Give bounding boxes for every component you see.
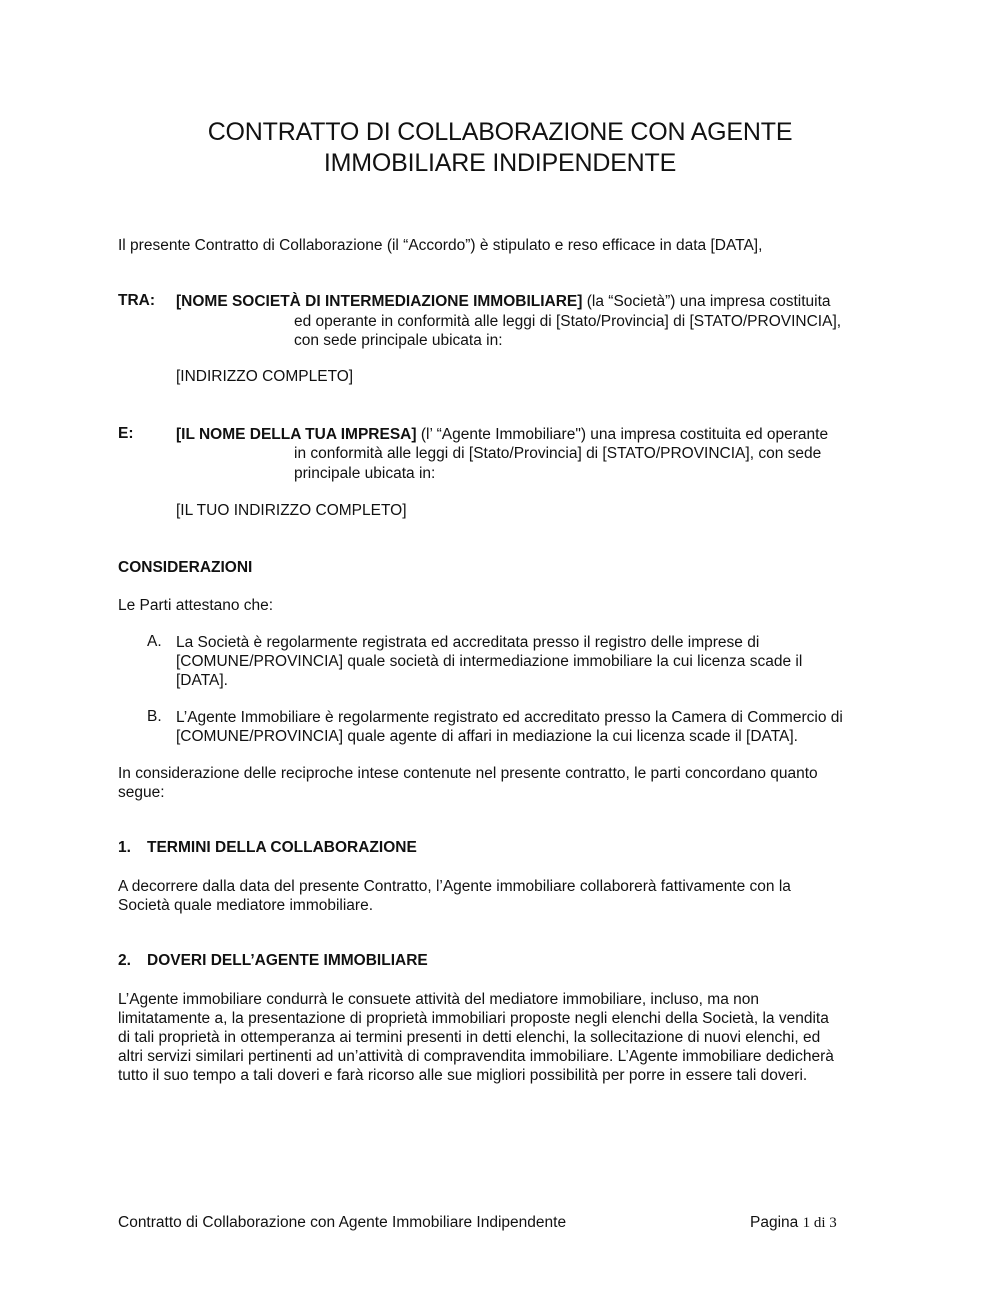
section1-line1: A decorrere dalla data del presente Contratto, l’Agente immobiliare collaborerà fattivamente con la [118, 878, 791, 895]
considerations-heading: CONSIDERAZIONI [118, 559, 253, 576]
party1-name: [NOME SOCIETÀ DI INTERMEDIAZIONE IMMOBILIARE] [176, 293, 583, 310]
party2-label: E: [118, 425, 134, 442]
section1-number: 1. [118, 839, 131, 856]
consideration-b-letter: B. [147, 708, 162, 725]
intro-paragraph: Il presente Contratto di Collaborazione (il “Accordo”) è stipulato e reso efficace in data [DATA], [118, 237, 763, 254]
footer-document-title: Contratto di Collaborazione con Agente Immobiliare Indipendente [118, 1214, 567, 1231]
considerations-closing-line1: In considerazione delle reciproche intese contenute nel presente contratto, le parti concordano quanto [118, 765, 818, 782]
party1-address: [INDIRIZZO COMPLETO] [176, 368, 354, 385]
party1-desc-line2: ed operante in conformità alle leggi di [Stato/Provincia] di [STATO/PROVINCIA], [294, 313, 842, 330]
consideration-b-line2: [COMUNE/PROVINCIA] quale agente di affari in mediazione la cui licenza scade il [DATA]. [176, 728, 798, 745]
party2-address: [IL TUO INDIRIZZO COMPLETO] [176, 502, 407, 519]
party2-desc-line3: principale ubicata in: [294, 465, 436, 482]
consideration-a-letter: A. [147, 633, 162, 650]
footer-page-label: Pagina [750, 1214, 799, 1231]
party2-desc-first: (l’ “Agente Immobiliare") una impresa costituita ed operante [416, 426, 829, 443]
section2-line5: tutto il suo tempo a tali doveri e farà ricorso alle sue migliori possibilità per porre in essere tali doveri. [118, 1067, 808, 1084]
consideration-a-line1: La Società è regolarmente registrata ed accreditata presso il registro delle imprese di [176, 634, 760, 651]
section2-line2: limitatamente a, la presentazione di proprietà immobiliari proposte negli elenchi della Società, la vendita [118, 1010, 829, 1027]
considerations-lead: Le Parti attestano che: [118, 597, 274, 614]
section2-line1: L’Agente immobiliare condurrà le consuete attività del mediatore immobiliare, incluso, ma non [118, 991, 759, 1008]
document-title-line-2: IMMOBILIARE INDIPENDENTE [323, 149, 677, 177]
footer-page-indicator [750, 1214, 837, 1232]
section2-line4: altri servizi similari pertinenti ad un’attività di compravendita immobiliare. L’Agente immobiliare dedicherà [118, 1048, 834, 1065]
party2-desc-line2: in conformità alle leggi di [Stato/Provincia] di [STATO/PROVINCIA], con sede [294, 445, 822, 462]
consideration-b-line1: L’Agente Immobiliare è regolarmente registrato ed accreditato presso la Camera di Commercio di [176, 709, 843, 726]
party1-desc-first: (la “Società”) una impresa costituita [582, 293, 831, 310]
party1-desc-line3: con sede principale ubicata in: [294, 332, 503, 349]
party2-name: [IL NOME DELLA TUA IMPRESA] [176, 426, 417, 443]
party1-first-line [176, 292, 896, 312]
section2-line3: di tali proprietà in ottemperanza ai termini presenti in detti elenchi, la sollecitazione di nuovi elenchi, ed [118, 1029, 821, 1046]
consideration-a-line2: [COMUNE/PROVINCIA] quale società di intermediazione immobiliare la cui licenza scade il [176, 653, 803, 670]
considerations-closing-line2: segue: [118, 784, 165, 801]
section1-line2: Società quale mediatore immobiliare. [118, 897, 374, 914]
party2-first-line [176, 425, 896, 445]
section2-heading: DOVERI DELL’AGENTE IMMOBILIARE [147, 952, 428, 969]
section1-heading: TERMINI DELLA COLLABORAZIONE [147, 839, 417, 856]
consideration-a-line3: [DATA]. [176, 672, 228, 689]
party1-label: TRA: [118, 292, 156, 309]
footer-page-number: 1 di 3 [802, 1215, 837, 1231]
document-title-line-1: CONTRATTO DI COLLABORAZIONE CON AGENTE [207, 118, 793, 146]
section2-number: 2. [118, 952, 131, 969]
